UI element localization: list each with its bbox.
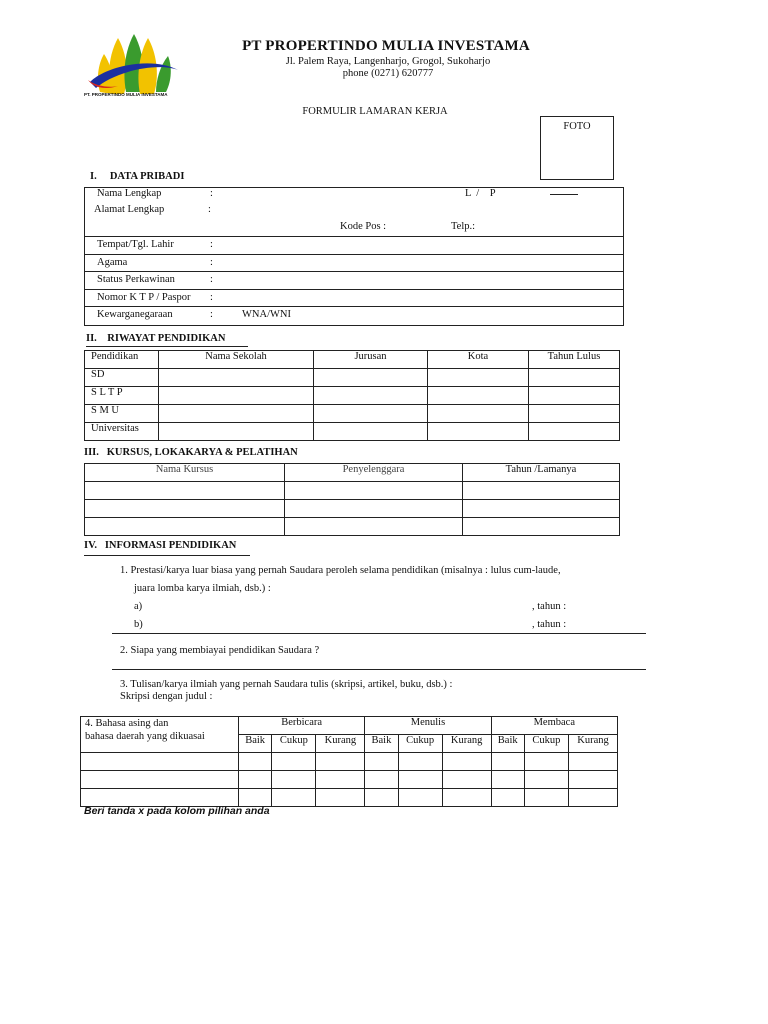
q1-text-cont: juara lomba karya ilmiah, dsb.) : — [134, 583, 271, 594]
q1-b-tahun: , tahun : — [532, 619, 567, 630]
education-table — [84, 350, 620, 441]
colon-alamat: : — [208, 204, 211, 215]
language-table — [80, 716, 618, 807]
photo-box[interactable] — [540, 116, 614, 180]
company-phone: phone (0271) 620777 — [342, 68, 434, 79]
q3-skripsi: Skripsi dengan judul : — [120, 691, 213, 702]
section2-heading: II. RIWAYAT PENDIDIKAN — [86, 333, 226, 344]
level-header: Cukup — [398, 735, 442, 753]
edu-level: S M U — [85, 405, 159, 423]
edu-level: SD — [85, 369, 159, 387]
edu-header: Kota — [428, 351, 529, 369]
colon-agama: : — [210, 257, 213, 268]
edu-header: Jurusan — [314, 351, 428, 369]
courses-table — [84, 463, 620, 536]
label-telp: Telp.: — [451, 221, 476, 232]
course-header: Nama Kursus — [85, 464, 285, 482]
colon-status: : — [210, 274, 213, 285]
label-alamat: Alamat Lengkap — [94, 204, 165, 215]
edu-header: Nama Sekolah — [159, 351, 314, 369]
level-header: Baik — [365, 735, 398, 753]
section4-heading: IV. INFORMASI PENDIDIKAN — [84, 540, 237, 551]
q2-text: 2. Siapa yang membiayai pendidikan Saudara ? — [120, 645, 320, 656]
logo-caption: PT. PROPERTINDO MULIA INVESTAMA — [84, 92, 168, 97]
level-header: Cukup — [524, 735, 568, 753]
level-header: Baik — [491, 735, 524, 753]
q1-a: a) — [134, 601, 143, 612]
level-header: Cukup — [272, 735, 316, 753]
q1-b: b) — [134, 619, 143, 630]
level-header: Baik — [239, 735, 272, 753]
label-kodepos: Kode Pos : — [340, 221, 387, 232]
colon-warga: : — [210, 309, 213, 320]
edu-level: Universitas — [85, 423, 159, 441]
footer-note: Beri tanda x pada kolom pilihan anda — [84, 805, 270, 817]
label-tempat: Tempat/Tgl. Lahir — [97, 239, 174, 250]
course-header: Tahun /Lamanya — [463, 464, 620, 482]
level-header: Kurang — [569, 735, 618, 753]
label-warga: Kewarganegaraan — [97, 309, 173, 320]
photo-label: FOTO — [563, 121, 591, 132]
group-header: Berbicara — [239, 717, 365, 735]
edu-header: Pendidikan — [85, 351, 159, 369]
label-gender[interactable]: L / P — [465, 188, 496, 199]
company-address: Jl. Palem Raya, Langenharjo, Grogol, Sukoharjo — [285, 56, 491, 67]
colon-tempat: : — [210, 239, 213, 250]
level-header: Kurang — [442, 735, 491, 753]
level-header: Kurang — [316, 735, 365, 753]
section3-heading: III. KURSUS, LOKAKARYA & PELATIHAN — [84, 447, 298, 458]
form-title: FORMULIR LAMARAN KERJA — [302, 106, 448, 117]
q1-text: 1. Prestasi/karya luar biasa yang pernah Saudara peroleh selama pendidikan (misalnya : lulus cum-laude, — [120, 565, 561, 576]
course-header: Penyelenggara — [285, 464, 463, 482]
lang-label: 4. Bahasa asing dan bahasa daerah yang dikuasai — [81, 717, 239, 753]
label-agama: Agama — [97, 257, 128, 268]
label-status: Status Perkawinan — [97, 274, 175, 285]
label-ktp: Nomor K T P / Paspor — [97, 292, 191, 303]
q1-a-tahun: , tahun : — [532, 601, 567, 612]
edu-header: Tahun Lulus — [529, 351, 620, 369]
group-header: Membaca — [491, 717, 617, 735]
colon-nama: : — [210, 188, 213, 199]
warga-value: WNA/WNI — [242, 309, 291, 320]
company-name: PT PROPERTINDO MULIA INVESTAMA — [242, 38, 530, 54]
edu-level: S L T P — [85, 387, 159, 405]
group-header: Menulis — [365, 717, 491, 735]
answer-line[interactable] — [112, 633, 646, 634]
answer-line[interactable] — [112, 669, 646, 670]
label-nama: Nama Lengkap — [97, 188, 162, 199]
gender-line — [550, 194, 578, 195]
section1-heading: I. DATA PRIBADI — [90, 171, 185, 182]
q3-text: 3. Tulisan/karya ilmiah yang pernah Saudara tulis (skripsi, artikel, buku, dsb.) : — [120, 679, 453, 690]
colon-ktp: : — [210, 292, 213, 303]
